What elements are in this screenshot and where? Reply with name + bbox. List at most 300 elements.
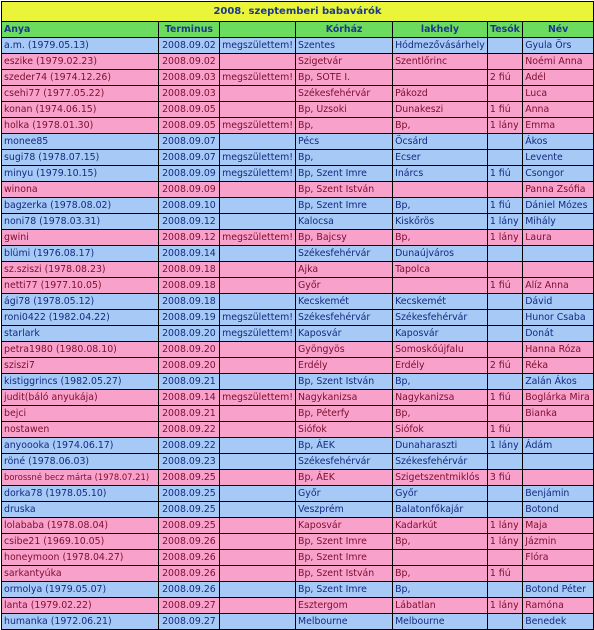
cell-terminus: 2008.09.07 <box>158 134 219 150</box>
cell-anya: sziszi7 <box>2 358 159 374</box>
cell-terminus: 2008.09.05 <box>158 118 219 134</box>
table-row <box>2 54 594 70</box>
table-row <box>2 598 594 614</box>
cell-tesok <box>487 310 522 326</box>
table-row <box>2 246 594 262</box>
table-row <box>2 294 594 310</box>
cell-status <box>220 342 296 358</box>
cell-lakhely: Öcsárd <box>393 134 488 150</box>
cell-terminus: 2008.09.22 <box>158 438 219 454</box>
cell-lakhely: Szentlőrinc <box>393 54 488 70</box>
cell-status <box>220 262 296 278</box>
cell-korhaz: Bp, Szent Imre <box>296 198 393 214</box>
cell-korhaz: Erdély <box>296 358 393 374</box>
cell-nev: Emma <box>523 118 594 134</box>
cell-korhaz: Bp, Péterfy <box>296 406 393 422</box>
cell-lakhely: Bp, <box>393 198 488 214</box>
cell-korhaz: Kecskemét <box>296 294 393 310</box>
cell-lakhely: Bp, <box>393 582 488 598</box>
cell-nev: Levente <box>523 150 594 166</box>
cell-terminus: 2008.09.18 <box>158 294 219 310</box>
cell-korhaz: Gyöngyös <box>296 342 393 358</box>
cell-tesok: 2 fiú <box>487 70 522 86</box>
cell-nev: Ádám <box>523 438 594 454</box>
cell-korhaz: Szentes <box>296 38 393 54</box>
cell-korhaz: Bp, Bajcsy <box>296 230 393 246</box>
cell-nev: Maja <box>523 518 594 534</box>
cell-tesok <box>487 550 522 566</box>
cell-nev: Noémi Anna <box>523 54 594 70</box>
cell-tesok: 1 fiú <box>487 166 522 182</box>
table-row <box>2 374 594 390</box>
cell-nev: Bianka <box>523 406 594 422</box>
cell-status <box>220 582 296 598</box>
cell-terminus: 2008.09.03 <box>158 70 219 86</box>
cell-korhaz: Székesfehérvár <box>296 310 393 326</box>
table-row <box>2 534 594 550</box>
table-row <box>2 118 594 134</box>
cell-korhaz: Siófok <box>296 422 393 438</box>
cell-status <box>220 550 296 566</box>
cell-lakhely: Kiskőrös <box>393 214 488 230</box>
col-header-anya: Anya <box>2 22 159 38</box>
cell-tesok <box>487 134 522 150</box>
cell-anya: anyoooka (1974.06.17) <box>2 438 159 454</box>
col-header-nev: Név <box>523 22 594 38</box>
cell-tesok: 1 fiú <box>487 422 522 438</box>
cell-terminus: 2008.09.21 <box>158 374 219 390</box>
cell-terminus: 2008.09.09 <box>158 182 219 198</box>
cell-tesok <box>487 150 522 166</box>
cell-nev: Benedek <box>523 614 594 630</box>
cell-tesok: 1 fiú <box>487 198 522 214</box>
cell-lakhely: Ecser <box>393 150 488 166</box>
cell-nev: Anna <box>523 102 594 118</box>
table-row <box>2 134 594 150</box>
cell-korhaz: Bp, <box>296 150 393 166</box>
cell-korhaz: Esztergom <box>296 598 393 614</box>
cell-tesok <box>487 326 522 342</box>
cell-anya: druska <box>2 502 159 518</box>
cell-status: megszülettem! <box>220 326 296 342</box>
cell-anya: holka (1978.01.30) <box>2 118 159 134</box>
cell-terminus: 2008.09.27 <box>158 614 219 630</box>
table-row <box>2 406 594 422</box>
cell-tesok <box>487 502 522 518</box>
cell-lakhely: Székesfehérvár <box>393 310 488 326</box>
cell-status <box>220 374 296 390</box>
cell-lakhely: Bp, <box>393 374 488 390</box>
cell-lakhely: Győr <box>393 486 488 502</box>
cell-tesok <box>487 486 522 502</box>
table-row <box>2 278 594 294</box>
cell-status <box>220 614 296 630</box>
cell-status: megszülettem! <box>220 118 296 134</box>
cell-korhaz: Ajka <box>296 262 393 278</box>
cell-terminus: 2008.09.02 <box>158 38 219 54</box>
col-header-lakhely: lakhely <box>393 22 488 38</box>
table-row <box>2 326 594 342</box>
cell-anya: humanka (1972.06.21) <box>2 614 159 630</box>
cell-anya: lanta (1979.02.22) <box>2 598 159 614</box>
cell-lakhely: Siófok <box>393 422 488 438</box>
table-row <box>2 102 594 118</box>
cell-terminus: 2008.09.26 <box>158 550 219 566</box>
cell-status <box>220 134 296 150</box>
cell-tesok: 3 fiú <box>487 470 522 486</box>
cell-terminus: 2008.09.22 <box>158 422 219 438</box>
cell-anya: röné (1978.06.03) <box>2 454 159 470</box>
col-header-status <box>220 22 296 38</box>
cell-lakhely: Székesfehérvár <box>393 454 488 470</box>
cell-anya: honeymoon (1978.04.27) <box>2 550 159 566</box>
cell-nev: Flóra <box>523 550 594 566</box>
cell-terminus: 2008.09.09 <box>158 166 219 182</box>
cell-status: megszülettem! <box>220 390 296 406</box>
cell-nev: Donát <box>523 326 594 342</box>
cell-tesok <box>487 54 522 70</box>
cell-terminus: 2008.09.07 <box>158 150 219 166</box>
cell-korhaz: Kalocsa <box>296 214 393 230</box>
table-row <box>2 454 594 470</box>
cell-nev: Gyula Örs <box>523 38 594 54</box>
cell-tesok: 1 fiú <box>487 566 522 582</box>
cell-anya: gwini <box>2 230 159 246</box>
cell-lakhely: Tapolca <box>393 262 488 278</box>
table-row <box>2 358 594 374</box>
cell-nev: Hanna Róza <box>523 342 594 358</box>
cell-terminus: 2008.09.20 <box>158 326 219 342</box>
cell-nev: Zalán Ákos <box>523 374 594 390</box>
cell-nev: Botond Péter <box>523 582 594 598</box>
cell-terminus: 2008.09.03 <box>158 86 219 102</box>
table-row <box>2 198 594 214</box>
cell-anya: csibe21 (1969.10.05) <box>2 534 159 550</box>
cell-nev <box>523 422 594 438</box>
cell-nev <box>523 262 594 278</box>
cell-status <box>220 566 296 582</box>
cell-lakhely: Dunakeszi <box>393 102 488 118</box>
cell-anya: eszike (1979.02.23) <box>2 54 159 70</box>
cell-lakhely: Bp, <box>393 566 488 582</box>
cell-lakhely: Dunaharaszti <box>393 438 488 454</box>
cell-lakhely: Bp, <box>393 406 488 422</box>
cell-lakhely: Kaposvár <box>393 326 488 342</box>
cell-anya: konan (1974.06.15) <box>2 102 159 118</box>
cell-anya: roni0422 (1982.04.22) <box>2 310 159 326</box>
cell-lakhely: Bp, <box>393 230 488 246</box>
cell-nev <box>523 470 594 486</box>
cell-nev: Benjámin <box>523 486 594 502</box>
cell-nev: Alíz Anna <box>523 278 594 294</box>
cell-terminus: 2008.09.20 <box>158 342 219 358</box>
table-row <box>2 182 594 198</box>
cell-korhaz: Bp, Szent Imre <box>296 166 393 182</box>
cell-status <box>220 422 296 438</box>
cell-anya: sz.sziszi (1978.08.23) <box>2 262 159 278</box>
cell-status <box>220 102 296 118</box>
cell-tesok: 1 lány <box>487 214 522 230</box>
table-row <box>2 342 594 358</box>
cell-lakhely: Melbourne <box>393 614 488 630</box>
title-row <box>2 2 594 22</box>
cell-anya: winona <box>2 182 159 198</box>
cell-korhaz: Melbourne <box>296 614 393 630</box>
table-row <box>2 262 594 278</box>
cell-terminus: 2008.09.27 <box>158 598 219 614</box>
cell-status <box>220 406 296 422</box>
cell-nev: Ramóna <box>523 598 594 614</box>
cell-status <box>220 502 296 518</box>
cell-tesok: 1 lány <box>487 438 522 454</box>
cell-korhaz: Bp, Szent István <box>296 374 393 390</box>
cell-korhaz: Bp, ÁEK <box>296 438 393 454</box>
cell-anya: blümi (1976.08.17) <box>2 246 159 262</box>
cell-korhaz: Kaposvár <box>296 518 393 534</box>
cell-status <box>220 294 296 310</box>
cell-korhaz: Székesfehérvár <box>296 246 393 262</box>
table-row <box>2 486 594 502</box>
cell-nev: Dávid <box>523 294 594 310</box>
cell-status <box>220 518 296 534</box>
cell-anya: a.m. (1979.05.13) <box>2 38 159 54</box>
cell-korhaz: Veszprém <box>296 502 393 518</box>
cell-tesok: 1 lány <box>487 518 522 534</box>
cell-status: megszülettem! <box>220 310 296 326</box>
cell-status <box>220 486 296 502</box>
cell-status <box>220 182 296 198</box>
table-row <box>2 70 594 86</box>
cell-lakhely: Kecskemét <box>393 294 488 310</box>
cell-korhaz: Szigetvár <box>296 54 393 70</box>
cell-status <box>220 278 296 294</box>
cell-tesok: 1 lány <box>487 534 522 550</box>
cell-terminus: 2008.09.26 <box>158 566 219 582</box>
cell-korhaz: Székesfehérvár <box>296 454 393 470</box>
cell-anya: bagzerka (1978.08.02) <box>2 198 159 214</box>
cell-lakhely: Dunaújváros <box>393 246 488 262</box>
cell-anya: ormolya (1979.05.07) <box>2 582 159 598</box>
cell-korhaz: Győr <box>296 486 393 502</box>
table-row <box>2 310 594 326</box>
cell-korhaz: Bp, Szent István <box>296 566 393 582</box>
table-row <box>2 38 594 54</box>
cell-terminus: 2008.09.18 <box>158 278 219 294</box>
cell-korhaz: Bp, ÁEK <box>296 470 393 486</box>
cell-status <box>220 86 296 102</box>
cell-korhaz: Bp, Szent István <box>296 182 393 198</box>
cell-anya: ági78 (1978.05.12) <box>2 294 159 310</box>
cell-tesok <box>487 86 522 102</box>
cell-nev: Laura <box>523 230 594 246</box>
cell-anya: sugi78 (1978.07.15) <box>2 150 159 166</box>
cell-terminus: 2008.09.19 <box>158 310 219 326</box>
cell-nev: Csongor <box>523 166 594 182</box>
cell-lakhely: Pákozd <box>393 86 488 102</box>
cell-terminus: 2008.09.02 <box>158 54 219 70</box>
table-row <box>2 150 594 166</box>
cell-nev <box>523 566 594 582</box>
table-row <box>2 422 594 438</box>
cell-terminus: 2008.09.23 <box>158 454 219 470</box>
cell-lakhely: Bp, <box>393 118 488 134</box>
table-row <box>2 214 594 230</box>
cell-anya: nostawen <box>2 422 159 438</box>
cell-tesok <box>487 614 522 630</box>
cell-lakhely: Szigetszentmiklós <box>393 470 488 486</box>
cell-anya: lolababa (1978.08.04) <box>2 518 159 534</box>
cell-status: megszülettem! <box>220 166 296 182</box>
cell-status: megszülettem! <box>220 70 296 86</box>
cell-lakhely <box>393 182 488 198</box>
cell-tesok <box>487 582 522 598</box>
cell-korhaz: Bp, Szent Imre <box>296 534 393 550</box>
cell-anya: petra1980 (1980.08.10) <box>2 342 159 358</box>
cell-terminus: 2008.09.12 <box>158 214 219 230</box>
cell-korhaz: Kaposvár <box>296 326 393 342</box>
col-header-tesok: Tesók <box>487 22 522 38</box>
cell-lakhely <box>393 550 488 566</box>
cell-tesok <box>487 182 522 198</box>
cell-status <box>220 470 296 486</box>
table-row <box>2 230 594 246</box>
cell-terminus: 2008.09.26 <box>158 534 219 550</box>
cell-anya: netti77 (1977.10.05) <box>2 278 159 294</box>
cell-nev: Réka <box>523 358 594 374</box>
cell-anya: sarkantyúka <box>2 566 159 582</box>
cell-terminus: 2008.09.18 <box>158 262 219 278</box>
cell-tesok: 1 lány <box>487 118 522 134</box>
cell-status <box>220 438 296 454</box>
col-header-terminus: Terminus <box>158 22 219 38</box>
cell-tesok <box>487 342 522 358</box>
cell-terminus: 2008.09.20 <box>158 358 219 374</box>
cell-lakhely: Kadarkút <box>393 518 488 534</box>
cell-nev: Botond <box>523 502 594 518</box>
cell-lakhely: Nagykanizsa <box>393 390 488 406</box>
cell-korhaz: Győr <box>296 278 393 294</box>
cell-tesok: 1 lány <box>487 230 522 246</box>
table-title: 2008. szeptemberi babavárók <box>2 2 594 22</box>
cell-korhaz: Bp, Szent Imre <box>296 550 393 566</box>
cell-anya: csehi77 (1977.05.22) <box>2 86 159 102</box>
cell-status <box>220 598 296 614</box>
cell-lakhely <box>393 70 488 86</box>
cell-korhaz: Bp, SOTE I. <box>296 70 393 86</box>
cell-terminus: 2008.09.10 <box>158 198 219 214</box>
cell-korhaz: Bp, Uzsoki <box>296 102 393 118</box>
cell-korhaz: Székesfehérvár <box>296 86 393 102</box>
cell-tesok: 1 fiú <box>487 102 522 118</box>
cell-korhaz: Bp, Szent Imre <box>296 582 393 598</box>
cell-anya: monee85 <box>2 134 159 150</box>
cell-lakhely <box>393 278 488 294</box>
cell-anya: noni78 (1978.03.31) <box>2 214 159 230</box>
cell-status <box>220 534 296 550</box>
cell-nev: Boglárka Mira <box>523 390 594 406</box>
cell-anya: minyu (1979.10.15) <box>2 166 159 182</box>
cell-nev: Adél <box>523 70 594 86</box>
cell-terminus: 2008.09.25 <box>158 486 219 502</box>
cell-status: megszülettem! <box>220 230 296 246</box>
cell-tesok <box>487 406 522 422</box>
cell-nev: Dániel Mózes <box>523 198 594 214</box>
cell-terminus: 2008.09.25 <box>158 518 219 534</box>
cell-terminus: 2008.09.14 <box>158 390 219 406</box>
cell-anya: szeder74 (1974.12.26) <box>2 70 159 86</box>
col-header-korhaz: Kórház <box>296 22 393 38</box>
table-row <box>2 390 594 406</box>
table-row <box>2 86 594 102</box>
cell-korhaz: Bp, <box>296 118 393 134</box>
cell-terminus: 2008.09.21 <box>158 406 219 422</box>
cell-lakhely: Hódmezővásárhely <box>393 38 488 54</box>
header-row <box>2 22 594 38</box>
cell-status <box>220 358 296 374</box>
cell-status <box>220 454 296 470</box>
cell-status <box>220 214 296 230</box>
cell-status <box>220 54 296 70</box>
cell-nev: Luca <box>523 86 594 102</box>
cell-tesok <box>487 454 522 470</box>
cell-korhaz: Pécs <box>296 134 393 150</box>
cell-anya: kistiggrincs (1982.05.27) <box>2 374 159 390</box>
cell-terminus: 2008.09.12 <box>158 230 219 246</box>
table-row <box>2 470 594 486</box>
cell-tesok <box>487 262 522 278</box>
table-row <box>2 566 594 582</box>
cell-nev: Jázmin <box>523 534 594 550</box>
table-row <box>2 166 594 182</box>
cell-tesok <box>487 294 522 310</box>
table-row <box>2 502 594 518</box>
table-row <box>2 550 594 566</box>
cell-lakhely: Bp, <box>393 534 488 550</box>
cell-status <box>220 246 296 262</box>
cell-nev: Hunor Csaba <box>523 310 594 326</box>
cell-anya: borossné becz márta (1978.07.21) <box>2 470 159 486</box>
cell-tesok: 2 fiú <box>487 358 522 374</box>
cell-nev: Mihály <box>523 214 594 230</box>
cell-tesok: 1 lány <box>487 598 522 614</box>
cell-status <box>220 198 296 214</box>
cell-lakhely: Somoskőújfalu <box>393 342 488 358</box>
cell-lakhely: Balatonfőkajár <box>393 502 488 518</box>
cell-status: megszülettem! <box>220 38 296 54</box>
cell-tesok <box>487 374 522 390</box>
cell-nev <box>523 454 594 470</box>
table-row <box>2 518 594 534</box>
cell-lakhely: Lábatlan <box>393 598 488 614</box>
cell-korhaz: Nagykanizsa <box>296 390 393 406</box>
cell-anya: judit(báló anyukája) <box>2 390 159 406</box>
cell-status: megszülettem! <box>220 150 296 166</box>
cell-anya: bejci <box>2 406 159 422</box>
cell-nev: Panna Zsófia <box>523 182 594 198</box>
cell-tesok <box>487 246 522 262</box>
table-row <box>2 438 594 454</box>
table-row <box>2 582 594 598</box>
cell-lakhely: Erdély <box>393 358 488 374</box>
cell-terminus: 2008.09.25 <box>158 502 219 518</box>
cell-tesok: 1 fiú <box>487 278 522 294</box>
cell-terminus: 2008.09.05 <box>158 102 219 118</box>
cell-tesok <box>487 38 522 54</box>
cell-terminus: 2008.09.26 <box>158 582 219 598</box>
cell-tesok: 1 fiú <box>487 390 522 406</box>
cell-nev <box>523 246 594 262</box>
cell-anya: dorka78 (1978.05.10) <box>2 486 159 502</box>
